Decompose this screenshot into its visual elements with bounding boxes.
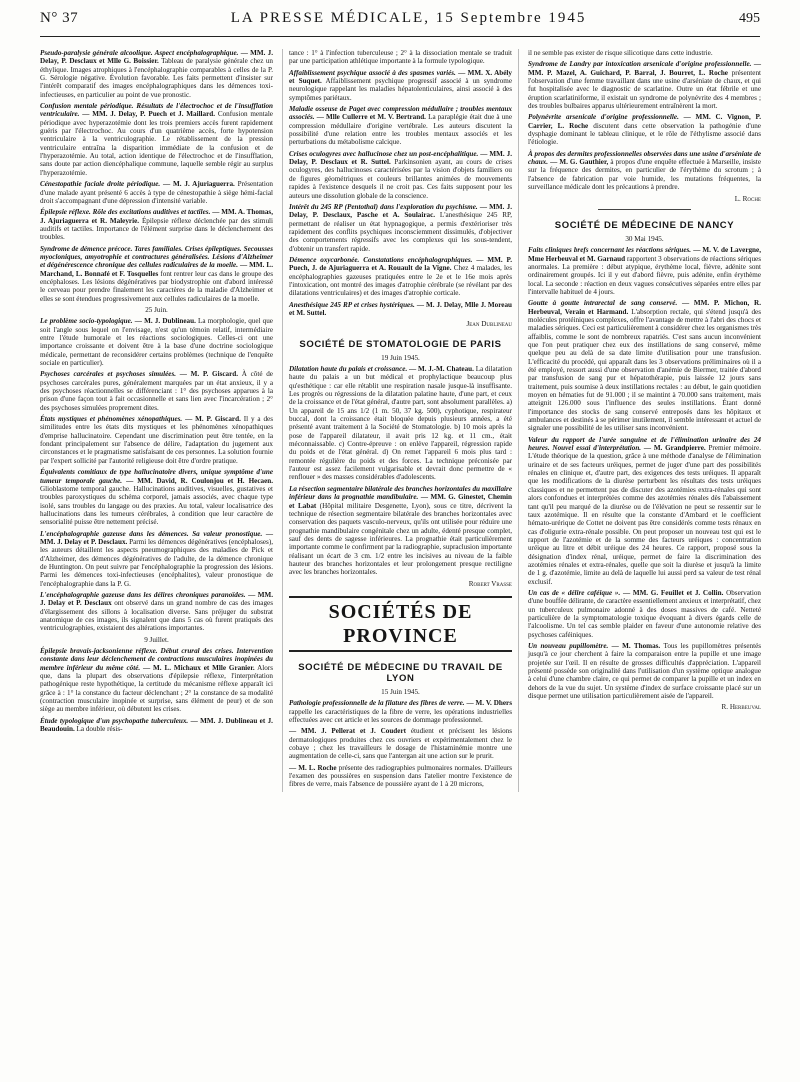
abstract-authors: — MM. J. Pellerat et J. Coudert [289,727,406,736]
signature: R. Herbeuval [721,703,761,712]
abstract-entry [40,245,273,303]
abstract-title: Le problème socio-typologique. [40,317,133,326]
abstract-text: Parkinsonien ayant, au cours de crises oculogyres, des hallucinoses caractérisées par la vision d'objets familiers ou de figures géométriques et couleurs brillantes animées de mouvements rapides à l'existence desquels il ne croit pas. Ces faits supposent pour les auteurs une dissolution globale de la conscience. [289,158,512,200]
abstract-text: À côté de psychoses carcérales pures, généralement marquées par un état anxieux, il y a des psychoses réactionnelles se différenciant : 1° des psychoses apparues à la prison d'une façon tout à fait occasionnelle et sans lien avec l'incarcération ; 2° des psychoses simulées proprement dites. [40,370,273,412]
abstract-authors: — M. G. Gauthier, [550,158,609,167]
abstract-entry [528,113,761,146]
continued-text: tance : 1° à l'infection tuberculeuse ; 2° à la dissociation mentale se traduit par une participation athlétique importante à la formule typologique. [289,49,512,66]
abstract-title: Affaiblissement psychique associé à des spasmes variés. [289,68,456,77]
abstract-entry [40,647,273,714]
abstract-title: Intérêt du 245 RP (Pentothal) dans l'exploration du psychisme. [289,202,478,211]
session-date: 25 Juin. [145,305,168,314]
abstract-entry [40,717,273,734]
abstract-title: La résection segmentaire bilatérale des branches horizontales du maxillaire inférieur dans la prognathie mandibulaire. [289,484,512,502]
abstract-authors: — MM. J. Delay, P. Puech et J. Maillard. [82,110,216,119]
section-heading: SOCIÉTÉ DE STOMATOLOGIE DE PARIS [299,338,502,350]
abstract-authors: — M. L. Michaux et Mlle Granier. [143,663,255,672]
abstract-text: La morphologie, quel que soit l'angle sous lequel on l'envisage, n'est qu'un témoin relatif, intermédiaire entre l'étude humorale et les réactions sociologiques. Celles-ci ont une importance croissante et doivent être à la base d'une doctrine sociologique médicale, permettant de reconsidérer certains problèmes (technique de l'enquête sociale en particulier). [40,317,273,368]
abstract-text: rapportent 3 observations de réactions sériques anormales. La première : début atypique, érythème local, fièvre, adénite sont ordinairement groupés. Ici il y eut d'abord fièvre, puis adénite, enfin érythème local. La seconde : réaction en deux vagues consécutives séparées entre elles par l'intervalle habituel de 4 jours. [528,254,761,296]
abstract-authors: — MM. X. Abély et Suquet. [289,68,512,86]
abstract-text: La dilatation haute du palais a un but médical et prophylactique beaucoup plus qu'esthétique : car elle rétablit une respiration nasale jusque-là insuffisante. Les progrès ou régressions de la dilatation palatine haute, d'une part, et ceux de la croissance et de l'état général, d'autre part, sont absolument parallèles. a) Un appareil de 15 ans 1/2 (1 m. 50, 37 kg. 500), cyphotique, respirateur buccal, dont la croissance était bloquée depuis plusieurs années, a été présenté avant traitement à la Société de Stomatologie. b) 10 mois après la pose de l'appareil dilatateur, il avait pris 12 kg. et 11 cm., était méconnaissable. c) Contre-épreuve : on enlève l'appareil, régression rapide du poids et de l'état général. d) On remet l'appareil 6 mois plus tard : remontée régulière du poids et des forces. La technique préconisée par l'auteur est assez facilement vulgarisable et devrait donc permettre de « renflouer » des masses considérables d'adolescents. [289,365,512,482]
abstract-title: Goutte à goutte intrarectal de sang conservé. [528,299,678,308]
abstract-authors: — M. V. Dhers [466,699,512,708]
abstract-title: Polynévrite arsenicale d'origine professionnelle. [528,113,679,122]
abstract-entry [289,150,512,200]
abstract-title: Dilatation haute du palais et croissance. [289,365,408,373]
abstract-entry [289,256,512,298]
section-heading: SOCIÉTÉ DE MÉDECINE DE NANCY [554,219,735,231]
signature: Robert Vrasse [468,579,512,588]
abstract-title: Démence oxycarbonée. Constatations encéphalographiques. [289,255,473,264]
continued-text: il ne semble pas exister de risque silicotique dans cette industrie. [528,49,713,57]
signature: Jean Dublineau [466,320,512,329]
abstract-entry [40,317,273,367]
column-2 [282,49,519,792]
running-header [40,10,760,37]
abstract-text: Tableau de paralysie générale chez un éthylique. Images atrophiques à l'encéphalographie comparables à celles de la P. G. Sérologie négative. Évolution favorable. Les faits permettent d'insister sur l'intérêt comparatif des images encéphalographiques dans les démences toxi-infectieuses, en particulier au point de vue pronostic. [40,57,273,99]
abstract-text: (Hôpital militaire Desgenette, Lyon), sous ce titre, décrivent la technique de résection segmentaire bilatérale des branches horizontales avec conservation des paquets vasculo-nerveux, qu'ils ont utilisée pour réduire une prognathie mandibulaire congénitale chez un adulte, édenté presque complet, sauf des dents de sagesse inférieures. La prognathie était particulièrement importante comme le confirment par la radiographie, supraclusion importante réalisant un écart de 3 cm. 1/2 entre les incisives au niveau de la faible hauteur des branches horizontales et leur prolongement presque rectiligne avec les branches horizontales. [289,501,512,577]
abstract-entry [528,436,761,586]
abstract-entry [40,102,273,177]
abstract-title: L'encéphalographie gazeuse dans les démences. Sa valeur pronostique. [40,529,263,538]
abstract-entry [528,246,761,296]
abstract-authors: — MM. C. Vignon, P. Carrier, L. Roche [528,113,761,130]
session-date: 19 Juin 1945. [381,353,420,362]
abstract-text: L'anesthésique 245 RP, permettant de réaliser un état hypnagogique, a permis d'extérioriser très rapidement des conflits psychiques inconsciemment dissimulés, d'objectiver des comportements régressifs avec les complexes qui les sous-tendent, d'obtenir un transfert rapide. [289,211,512,253]
abstract-text: Présentation d'une malade ayant présenté 6 accès à type de cénestopathie à siège hémi-facial droit s'accompagnant d'une dépression d'intensité variable. [40,180,273,205]
abstract-authors: — MM. P. Mazel, A. Guichard, P. Barral, J. Bourret, L. Roche [528,60,761,77]
abstract-text: à propos d'une enquête effectuée à Marseille, insiste sur la fréquence des dermites, en particulier de l'érythème du scrotum ; à l'absence de fabrication par voie humide, les mutations fréquentes, la surveillance médicale dont les précautions à prendre. [528,158,761,192]
abstract-text: Confusion mentale périodique avec hyperazotémie dont les trois premiers accès furent rapidement guéris par l'électrochoc. Au cours d'un quatrième accès, forte hypotension ventriculaire à la ventriculographie. Le rétablissement de la pression ventriculaire entraîna la disparition immédiate de la confusion et de l'hyperazotémie. Au total, action identique de l'électrochoc et de l'insufflation, sans doute par action diencéphalique commune, laquelle semble régir au surplus l'hyperazotémie. [40,110,273,177]
abstract-authors: — MM. P. Puech, J. de Ajuriaguerra et A. Rouault de la Vigne. [289,255,512,273]
issue-number: N° 37 [40,10,79,26]
abstract-text: Parmi les démences dégénératives (encéphaloses), les auteurs détaillent les aspects pneumographiques des maladies de Pick et d'Alzheimer, des démences dégénératives de l'adulte, de la démence chronique de Huntington. On peut suivre par l'encéphalographie la progression des lésions. Parmi les démences toxi-infectieuses (encéphalites), valeur pronostique de l'encéphalographie dans la P. G. [40,537,273,588]
abstract-authors: — M. Grandpierre. [643,444,706,453]
abstract-title: Équivalents comitiaux de type hallucinatoire divers, unique symptôme d'une tumeur temporale gauche. [40,468,273,485]
signature: L. Roche [734,194,761,203]
abstract-text: Épilepsie réflexe déclenchée par des stimuli auditifs et tactiles. Importance de l'élément surprise dans le déclenchement des troubles. [40,216,273,242]
abstract-text: Chez 4 malades, les encéphalographies gazeuses pratiquées entre le 2e et le 16e mois après l'intoxication, ont montré des images d'atrophie cérébrale (se révélant par des dilatations ventriculaires) et des images d'atrophie corticale. [289,264,512,298]
column-3 [528,49,761,792]
abstract-authors: — MM. J. Delay, P. Desclaux et Mlle G. Boissier. [40,49,273,66]
abstract-title: L'encéphalographie gazeuse dans les délires chroniques paranoïdes. [40,590,246,599]
abstract-entry [289,365,512,482]
abstract-title: Épilepsie réflexe. Rôle des excitations auditives et tactiles. [40,208,211,217]
abstract-title: Confusion mentale périodique. Résultats de l'électrochoc et de l'insufflation ventriculaire. [40,102,273,119]
abstract-entry [40,370,273,412]
abstract-authors: — MM. J. Delay et P. Desclaux. [40,529,273,546]
page-number: 495 [738,11,760,26]
abstract-text: Alors que, dans la plupart des observations d'épilepsie réflexe, l'interprétation pathogénique reste hypothétique, la certitude du mécanisme réflexe apparaît ici grâce à : 1° la constance du facteur déclenchant ; 2° la constance de sa modalité (contraction musculaire inopinée et surprise, sans élément de peur) et de son siège au membre inférieur, où débutent les crises. [40,663,273,714]
abstract-authors: — MM. L. Marchand, L. Bonnafé et F. Tosquelles [40,261,273,278]
abstract-text: La double résis- [76,725,123,734]
abstract-text: Premier mémoire. L'étude théorique de la question, grâce à une méthode d'analyse de l'élimination urinaire et de ses facteurs uréiques, permet de juger d'une part des possibilités rénales en clinique et, d'autre part, des exigences des tests uréiques. Il apparaît que les modifications de la diurèse perturbent les résultats des tests uréiques classiques et ne permettent pas de discuter des azotémies extra-rénales qui sont alors confondues et interprétées comme des azotémies rénales dès l'abaissement tant qu'il peu marqué de la diurèse ou de l'élévation ne peut se ressentir sur le taux azotémique. Il en résulte que la constante d'Ambard et le coefficient hémato-urérique de Cottet ne doivent pas être considérés comme tests rénaux en cas d'oligurie extra-rénale possible. On peut proposer un nouveau test qui est le rapport de l'azotémie et de la somme des facteurs uréiques : concentration uréique au litre et débit uréique des 24 heures. Ce rapport, proposé sous la désignation d'index rénal, uréique, permet de faire la discrimination des azotémies rénales et extra-rénales, quelle que soit la diurèse et jusqu'à la limite de 1 g. d'azotémie, limite au delà de laquelle lui aussi perd sa valeur de test rénal exclusif. [528,444,762,586]
abstract-text: étudient et précisent les lésions dermatologiques produites chez ces ouvriers et expérimentalement chez le cobaye ; chez les travailleurs le dosage de l'histaminémie montre une augmentation de celle-ci, sans que l'antergan ait une action sur le prurit. [289,727,512,761]
abstract-authors: — M. P. Giscard. [185,415,241,424]
abstract-authors: — M. L. Roche [289,763,337,772]
abstract-title: Étude typologique d'un psychopathe tuberculeux. [40,716,189,725]
divider [598,209,691,210]
abstract-authors: — MM. J. Delay, P. Desclaux, Pasche et A. Soulairac. [289,202,512,220]
session-date: 9 Juillet. [144,635,169,644]
abstract-authors: — M. J. Ajuriaguerra. [163,180,235,189]
abstract-title: Pseudo-paralysie générale alcoolique. Aspect encéphalographique. [40,49,239,57]
abstract-entry [289,699,512,724]
abstract-authors: — MM. J. Dublineau et J. Beaudouin. [40,716,273,734]
abstract-entry [40,180,273,205]
abstract-entry [40,415,273,465]
abstract-title: Pathologie professionnelle de la filature des fibres de verre. [289,699,465,708]
abstract-authors: — MM. J. Delay et P. Desclaux [40,590,273,608]
abstract-title: Un nouveau pupillomètre. [528,642,609,650]
abstract-title: Syndrome de démence précoce. Tares familiales. Crises épileptiques. Secousses myocloniques, amyotrophie et contractures généralisées. Lésions d'Alzheimer et dégénérescence chronique des cellules radiculaires de la moelle. [40,244,273,270]
abstract-title: Anesthésique 245 RP et crises hystériques. [289,300,415,309]
abstract-authors: — M. J.-M. Chateau. [409,365,474,373]
abstract-entry [528,60,761,110]
abstract-text: Observation d'une bouffée délirante, de caractère essentiellement anxieux et interprétatif, chez un tuberculeux pulmonaire adonné à des doses massives de café. Netteté particulière de la symptomatologie toxique évoquant à divers égards celle de l'alcoolisme. Un tel cas semble plaider en faveur d'une autonomie relative des psychoses caféiniques. [528,588,761,639]
abstract-entry [40,530,273,588]
abstract-authors: — M. J. Dublineau. [134,317,196,326]
abstract-text: présentent l'observation d'une femme travaillant dans une usine d'arséniate de chaux, et qui fut hospitalisée avec le diagnostic de scarlatine. Outre un état fébrile et une éruption scarlatiniforme, il existait un syndrome de polynévrite des 4 membres ; des troubles bulbaires apparus ultérieurement entraînèrent la mort. [528,68,761,111]
abstract-text: ont observé dans un grand nombre de cas des images d'élargissement des sillons à localisation diverse. Sans préjuger du substrat anatomique de ces images, ils signalent que dans 5 cas où furent pratiqués des ventriculographies, existaient des altérations importantes. [40,599,273,633]
section-heading: SOCIÉTÉ DE MÉDECINE DU TRAVAIL DE LYON [298,661,503,684]
abstract-title: Crises oculogyres avec hallucinose chez un post-encéphalitique. [289,149,479,158]
abstract-text: Affaiblissement psychique progressif associé à un syndrome neurologique rappelant les maladies hépatolenticulaires, ainsi associé à des symptômes pariétaux. [289,77,512,102]
abstract-title: Épilepsie bravais-jacksonienne réflexe. Début crural des crises. Intervention constante dans leur déclenchement de contractions musculaires inopinées du membre inférieur du même côté. [40,647,273,672]
abstract-title: États mystiques et phénomènes xénopathiques. [40,415,183,424]
abstract-authors: — M. J. Delay, Mlle J. Moreau et M. Suttel. [289,300,512,317]
abstract-entry [528,642,761,700]
abstract-title: Maladie osseuse de Paget avec compression médullaire ; troubles mentaux associés. [289,105,512,122]
session-date: 30 Mai 1945. [625,234,664,243]
journal-title-date: LA PRESSE MÉDICALE, 15 Septembre 1945 [230,10,587,26]
abstract-authors: — M. Thomas. [611,642,661,650]
abstract-authors: — MM. G. Ginestet, Chemin et Labat [289,493,512,510]
abstract-text: font rentrer leur cas dans le groupe des encéphaloses. Les lésions dégénératives par biodystrophie ont d'abord intéressé le cerveau pour prendre finalement les caractères de la maladie d'Alzheimer et elles se sont étendues progressivement aux cellules radiculaires de la moelle. [40,269,273,303]
abstract-title: Valeur du rapport de l'urée sanguine et de l'élimination urinaire des 24 heures. Nouvel essai d'interprétation. [528,435,761,453]
abstract-title: À propos des dermites professionnelles observées dans une usine d'arséniate de chaux. [528,149,761,167]
abstract-authors: — MM. David, R. Coulonjou et H. Hecaen. [126,476,273,485]
abstract-entry [528,150,761,192]
abstract-entry [289,203,512,253]
abstract-text: Glioblastome temporal gauche. Hallucinations auditives, visuelles, gustatives et troubles paroxystiques du schéma corporel, jamais associés, avec chaque type isolé, sans troubles du langage ou des praxies. Au total, valeur localisatrice des hallucinations dans les tumeurs cérébrales, à condition que leur caractère de sensorialité puisse être nettement précisé. [40,484,273,527]
abstract-entry [40,591,273,633]
abstract-entry [289,727,512,760]
abstract-entry [289,105,512,147]
abstract-authors: — MM. A. Thomas, J. Ajuriaguerra et R. Maleyrie. [40,208,273,225]
abstract-text: présente des radiographies pulmonaires normales. D'ailleurs l'examen des poussières en suspension dans l'atelier montre l'existence de fibres de verre, mais l'absence de poussière ayant de 1 à 20 microns, [289,763,512,789]
abstract-title: Cénestopathie faciale droite périodique. [40,180,161,189]
abstract-title: Un cas de « délire caféique ». [528,588,621,597]
abstract-entry [40,49,273,99]
abstract-title: Faits cliniques brefs concernant les réactions sériques. [528,246,692,255]
abstract-entry [528,589,761,639]
abstract-text: rappelle les caractéristiques de la fibre de verre, les opérations industrielles effectuées avec cet article et les sources de dommage professionnel. [289,707,512,724]
abstract-entry [40,208,273,241]
abstract-entry [528,299,761,433]
session-date: 15 Juin 1945. [381,687,420,696]
abstract-entry [289,301,512,318]
abstract-entry [289,764,512,789]
abstract-text: La paraplégie était due à une compression médullaire d'origine vertébrale. Les auteurs discutent la possibilité d'une relation entre les troubles mentaux associés et les perturbations du métabolisme calcique. [289,113,512,147]
abstract-entry [289,69,512,102]
abstract-authors: — Mlle Cullerre et M. V. Bertrand. [316,113,426,122]
abstract-entry [40,468,273,526]
abstract-text: Il y a des similitudes entre les états dits mystiques et les phénomènes xénopathiques d'emprise hallucinatoire. Cependant une discrimination peut être tentée, en la fondant principalement sur l'absence de délire, l'adaptation du jugement aux circonstances et le pragmatisme satisfaisant de ces personnes. La solution fournie par l'expert sollicité par l'autorité religieuse doit être d'ordre pratique. [40,415,273,465]
abstract-authors: — MM. J. Delay, P. Desclaux et R. Suttel. [289,149,512,167]
abstract-text: discutent dans cette observation la pathogénie d'une dysphagie dominant le tableau clinique, et le rôle de l'éthylisme associé dans l'étiologie. [528,121,761,147]
abstract-text: Tous les pupillomètres présentés jusqu'à ce jour cherchent à faire la comparaison entre la pupille et une image projetée sur l'œil. Il en résulte de grosses difficultés d'appréciation. L'appareil présenté possède son originalité dans l'utilisation d'un système optique analogue à celui d'une chambre claire, ce qui permet de comparer la pupille et un index en dehors de la vue du sujet. Un système d'index de surface croissante placé sur un disque permet une utilisation particulièrement aisée de l'appareil. [528,642,762,701]
abstract-authors: — MM. G. Feuillet et J. Collin. [622,588,724,597]
abstract-text: L'absorption rectale, qui s'étend jusqu'à des molécules protéiniques complexes, offre l'avantage de mettre à l'abri des chocs et maladies sériques. Ceci est particulièrement à considérer chez les organismes très affaiblis, comme le sont de nombreux rapatriés. C'est sans aucun inconvénient que l'on peut pratiquer chez eux des instillations de sang conservé, même quelque peu au delà de sa date limite d'utilisation pour une transfusion. L'efficacité du procédé, qui apparaît dans les 3 observations préliminaires où il a été employé, ressort aussi d'une observation d'anémie de Biermer, traitée d'abord par transfusion de sang pur et hépatothérapie, puis laissée 12 jours sans traitement, puis soumise à deux instillations rectales : au début, le gain quotidien moyen en hématies fut de 91.000 ; il se maintint à 70.000 sans traitement, mais atteignit 126.000 sous l'influence des seules instillations. Étant donné l'importance des stocks de sang conservé entreposés dans les hôpitaux et ambulances et destinés à se périmer inutilement, il semble intéressant et actuel de signaler une possibilité de les utiliser sans inconvénient. [528,307,761,433]
abstract-authors: — M. P. Giscard. [179,370,239,379]
abstract-title: Psychoses carcérales et psychoses simulées. [40,370,177,379]
abstract-title: Syndrome de Landry par intoxication arsenicale d'origine professionnelle. [528,60,752,69]
column-1 [40,49,273,792]
abstract-entry [289,485,512,577]
abstract-authors: — MM. P. Michon, R. Herbeuval, Verain et Harmand. [528,299,761,316]
abstract-authors: — M. V. de Lavergne, Mme Herbeuval et M. Garnaud [528,246,761,263]
major-section-title: SOCIÉTÉS DE PROVINCE [289,596,512,652]
